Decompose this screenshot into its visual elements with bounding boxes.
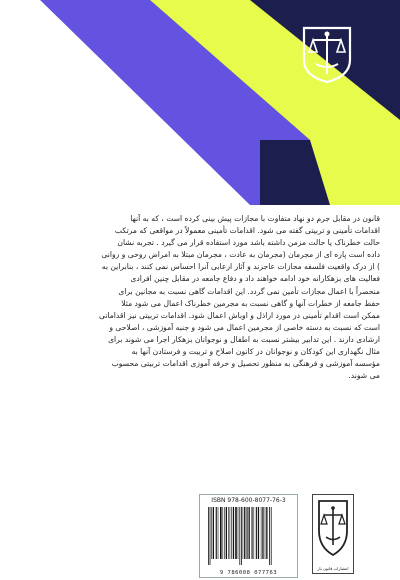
publisher-caption: انتشارات قانون یار — [317, 566, 349, 571]
barcode-bar — [261, 507, 262, 559]
barcode-bar — [233, 507, 234, 559]
barcode-bar — [224, 507, 225, 559]
text-line: ارشادی دارند . این تدابیر بیشتر نسبت به اطفال و نوجوانان بزهکار اجرا می شوند برای — [108, 334, 380, 344]
barcode-bar — [239, 507, 240, 565]
text-line: حفظ جامعه از خطرات آنها و گاهی نسبت به مجرمین خطرناک اعمال می شود مثلا — [121, 298, 380, 308]
barcode-bar — [266, 507, 267, 559]
barcode-bar — [244, 507, 245, 559]
barcode-bar — [220, 507, 222, 559]
barcode-bar — [231, 507, 232, 559]
barcode-bar — [269, 507, 270, 565]
barcode-bar — [254, 507, 255, 559]
barcode-bar — [243, 507, 244, 559]
text-line: مؤسسه آموزشی و فرهنگی به منظور تحصیل و حرفه آموزی اقدامات تربیتی محسوب — [111, 359, 380, 369]
barcode-number: 9 786008 077763 — [219, 570, 278, 576]
barcode-bar — [223, 507, 224, 559]
barcode-bar — [258, 507, 259, 559]
barcode-bar — [235, 507, 237, 559]
barcode-bar — [211, 507, 212, 559]
barcode-bar — [210, 507, 211, 565]
text-line: اقدامات تأمینی و تربیتی گفته می شود. اقدامات تأمینی معمولاً در مواقعی که مرتکب — [114, 226, 380, 236]
barcode-bar — [241, 507, 242, 565]
isbn-barcode — [199, 494, 298, 578]
barcode-bars — [206, 507, 291, 567]
text-line: ممکن است اقدام تأمینی در مورد اراذل و اوباش اعمال شود. اقدامات تربیتی نیز اقداماتی — [98, 310, 380, 320]
barcode-bar — [228, 507, 229, 559]
text-line: حالت خطرناک یا حالت مزمن داشته باشد مورد استفاده قرار می گیرد . تجربه نشان — [117, 238, 380, 248]
barcode-bar — [247, 507, 248, 559]
barcode-bar — [238, 507, 239, 559]
barcode-bar — [230, 507, 231, 559]
barcode-bar — [208, 507, 209, 565]
barcode-bar — [249, 507, 250, 559]
barcode-bar — [262, 507, 263, 559]
back-cover-description — [20, 213, 380, 382]
text-line: منحصراً با اعمال مجازات تأمین نمی گردد. این اقدامات گاهی نسبت به مجانین برای — [118, 286, 380, 296]
publisher-logo — [312, 494, 354, 574]
isbn-label: ISBN 978-600-8077-76-3 — [211, 497, 286, 504]
text-line: است که نسبت به دسته خاصی از مجرمین اعمال می شود و جنبه آموزشی ، اصلاحی و — [109, 322, 380, 332]
text-line: داده است پاره ای از مجرمان (مجرمان به عادت ، مجرمان مبتلا به امراض روحی و روانی — [101, 250, 380, 260]
barcode-bar — [216, 507, 217, 559]
publisher-emblem-icon — [298, 22, 356, 84]
barcode-bar — [226, 507, 227, 559]
text-line: فعالیت های بزهکارانه خود ادامه خواهند داد و دفاع جامعه در مقابل چنین افرادی — [130, 274, 380, 284]
barcode-bar — [256, 507, 257, 559]
scales-of-justice-icon — [313, 497, 353, 561]
text-line: می شوند. — [348, 371, 380, 381]
barcode-bar — [213, 507, 214, 559]
barcode-bar — [265, 507, 266, 559]
barcode-bar — [252, 507, 253, 559]
text-line: مثال نگهداری این کودکان و نوجوانان در کانون اصلاح و تربیت و فرستادن آنها به — [131, 347, 380, 357]
text-line: قانون در مقابل جرم دو نهاد متفاوت با مجازات پیش بینی کرده است ، که به آنها — [130, 214, 380, 223]
text-line: ) از درک واقعیت فلسفه مجازات عاجزند و آثار ارعابی آنرا احساس نمی کنند ، بنابراین به — [101, 262, 380, 272]
barcode-bar — [271, 507, 272, 565]
barcode-bar — [218, 507, 219, 559]
